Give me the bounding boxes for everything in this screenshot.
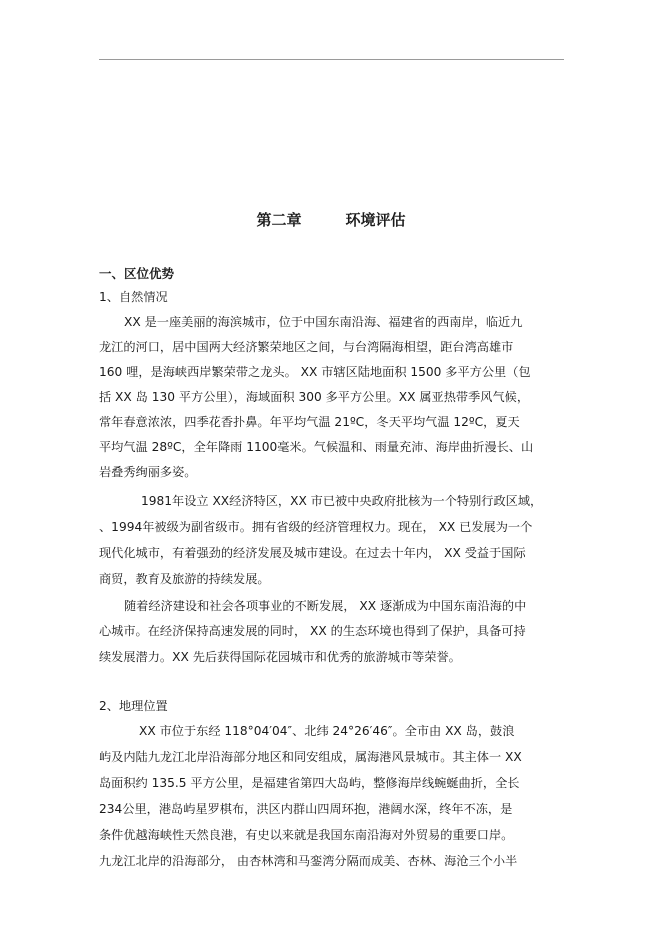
paragraph-line: 商贸，教育及旅游的持续发展。 xyxy=(99,572,270,586)
paragraph-line: 条件优越海峡性天然良港，有史以来就是我国东南沿海对外贸易的重要口岸。 xyxy=(99,828,514,842)
paragraph-line: 心城市。在经济保持高速发展的同时， XX 的生态环境也得到了保护，具备可持 xyxy=(99,624,526,638)
paragraph-line: 234公里，港岛屿星罗棋布，洪区内群山四周环抱，港阔水深，终年不冻，是 xyxy=(99,802,513,816)
chapter-name: 环境评估 xyxy=(345,211,406,229)
paragraph-line: 括 XX 岛 130 平方公里），海域面积 300 多平方公里。XX 属亚热带季风气候， xyxy=(99,390,530,404)
paragraph-line: 续发展潜力。XX 先后获得国际花园城市和优秀的旅游城市等荣誉。 xyxy=(99,650,461,664)
paragraph-line: 现代化城市，有着强劲的经济发展及城市建设。在过去十年内， XX 受益于国际 xyxy=(99,546,526,560)
paragraph-line: 常年春意浓浓，四季花香扑鼻。年平均气温 21ºC，冬天平均气温 12ºC，夏天 xyxy=(99,415,520,429)
chapter-number: 第二章 xyxy=(256,211,302,229)
chapter-title xyxy=(0,209,662,230)
paragraph-line: 岛面积约 135.5 平方公里，是福建省第四大岛屿，整修海岸线蜿蜒曲折，全长 xyxy=(99,776,520,790)
paragraph-line: 九龙江北岸的沿海部分， 由杏林湾和马銮湾分隔而成美、杏林、海沧三个小半 xyxy=(99,854,518,868)
paragraph-line: 、1994年被级为副省级市。拥有省级的经济管理权力。现在， XX 已发展为一个 xyxy=(99,520,533,534)
paragraph-line: 1981年设立 XX经济特区，XX 市已被中央政府批核为一个特别行政区域， xyxy=(141,494,543,508)
paragraph-line: 随着经济建设和社会各项事业的不断发展， XX 逐渐成为中国东南沿海的中 xyxy=(124,599,527,613)
subsection-heading: 1、自然情况 xyxy=(99,290,168,304)
paragraph-line: XX 是一座美丽的海滨城市，位于中国东南沿海、福建省的西南岸，临近九 xyxy=(124,315,523,329)
paragraph-line: 平均气温 28ºC，全年降雨 1100毫米。气候温和、雨量充沛、海岸曲折漫长、山 xyxy=(99,440,534,454)
paragraph-line: 龙江的河口，居中国两大经济繁荣地区之间，与台湾隔海相望，距台湾高雄市 xyxy=(99,340,514,354)
header-rule xyxy=(99,59,564,60)
paragraph-line: 160 哩，是海峡西岸繁荣带之龙头。 XX 市辖区陆地面积 1500 多平方公里（包 xyxy=(99,365,531,379)
section-heading: 一、区位优势 xyxy=(99,266,175,281)
paragraph-line: 屿及内陆九龙江北岸沿海部分地区和同安组成，属海港风景城市。其主体一 XX xyxy=(99,750,522,764)
paragraph-line: XX 市位于东经 118°04′04″、北纬 24°26′46″。全市由 XX 岛，鼓浪 xyxy=(139,724,515,738)
paragraph-line: 岩叠秀绚丽多姿。 xyxy=(99,465,197,479)
subsection-heading: 2、地理位置 xyxy=(99,699,168,713)
